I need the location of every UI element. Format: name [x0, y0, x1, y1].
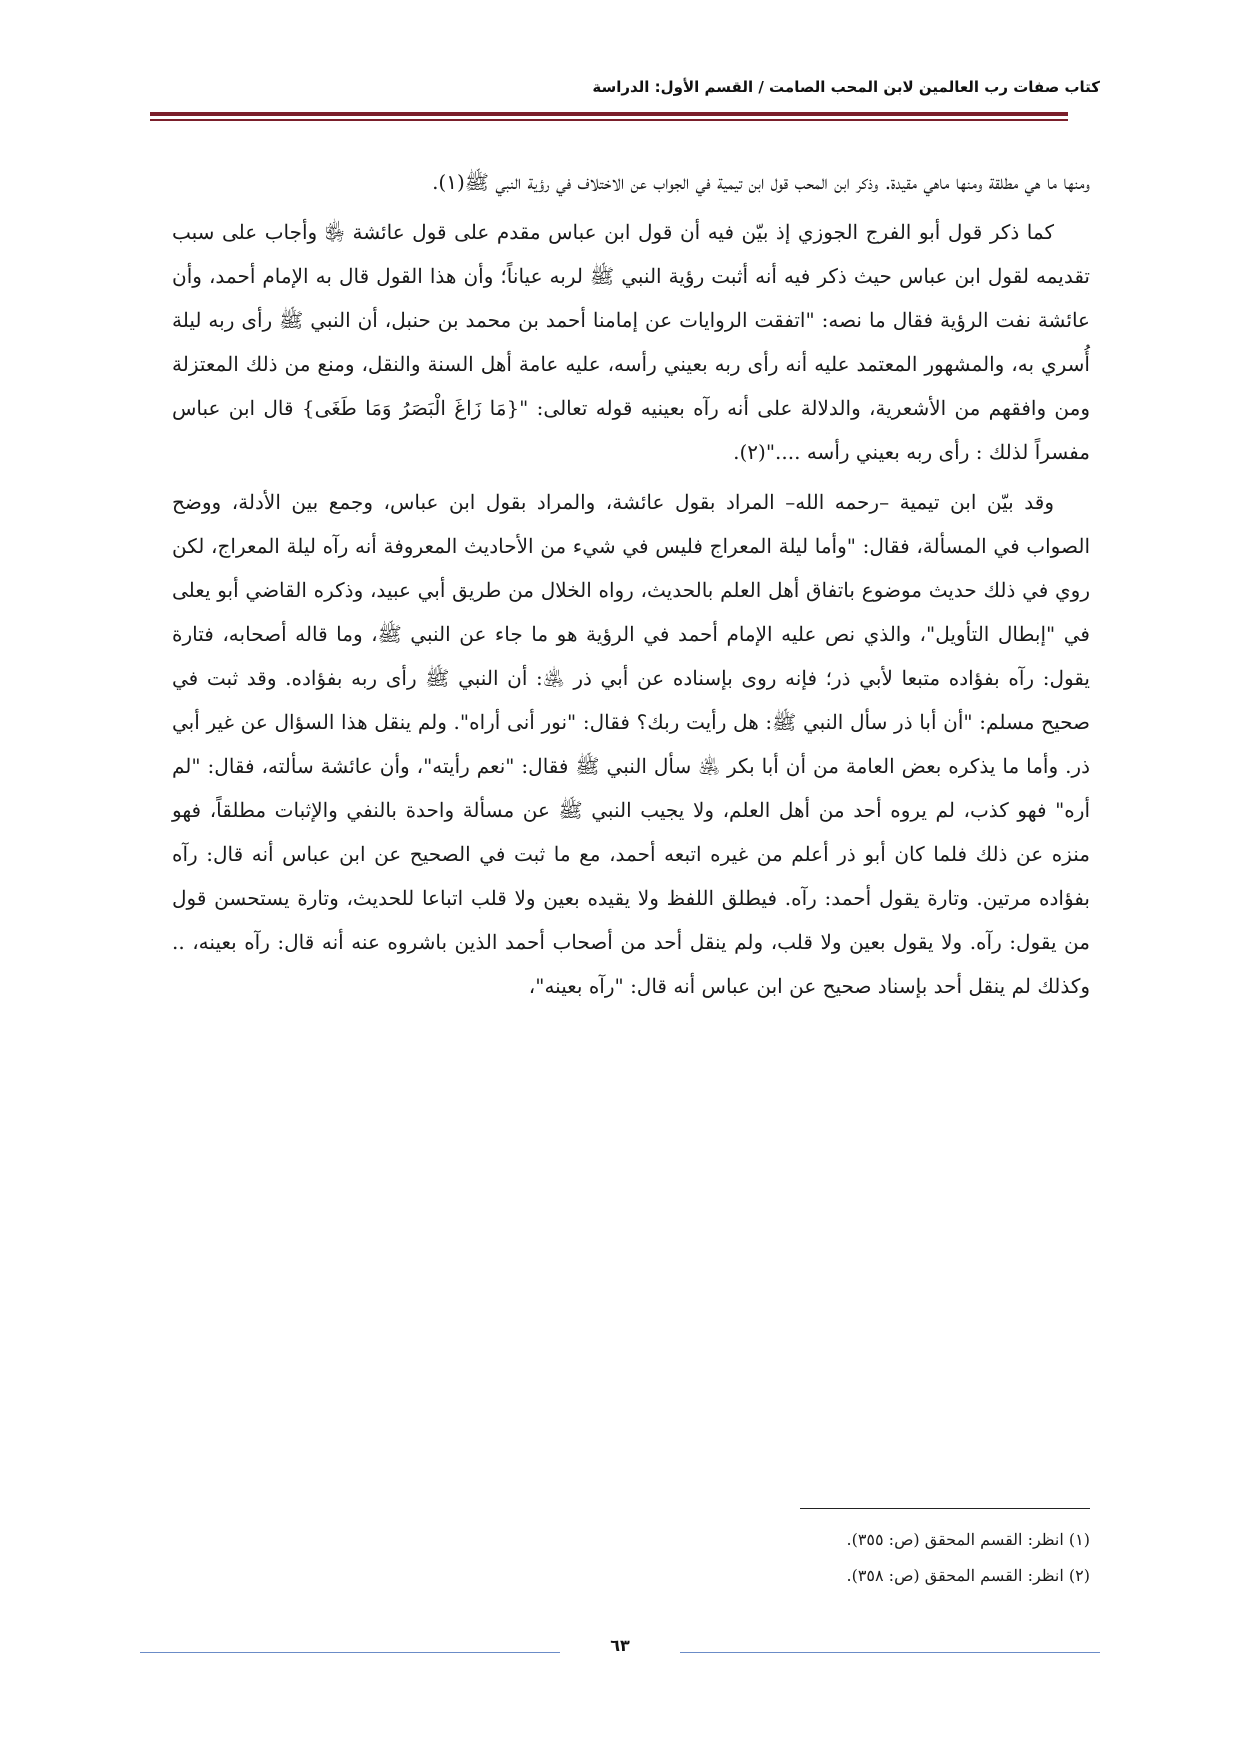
footer-rule-left: [140, 1652, 560, 1653]
body-text: [172, 160, 1090, 1014]
footnote-2: (٢) انظر: القسم المحقق (ص: ٣٥٨).: [846, 1566, 1090, 1585]
header-rule-thick: [150, 112, 1068, 116]
header-rule-thin: [150, 119, 1068, 121]
paragraph-1: ومنها ما هي مطلقة ومنها ماهي مقيدة. وذكر ابن المحب قول ابن تيمية في الجواب عن الاختلاف في رؤية النبي ﷺ(١).: [432, 170, 1090, 194]
paragraph-2: كما ذكر قول أبو الفرج الجوزي إذ بيّن فيه أن قول ابن عباس مقدم على قول عائشة ﵂ وأجاب على سبب تقديمه لقول ابن عباس حيث ذكر فيه أنه أثبت رؤية النبي ﷺ لربه عياناً؛ وأن هذا القول قال به الإمام أحمد، وأن عائشة نفت الرؤية فقال ما نصه: "اتفقت الروايات عن إمامنا أحمد بن محمد بن حنبل، أن النبي ﷺ رأى ربه ليلة أُسري به، والمشهور المعتمد عليه أنه رأى ربه بعيني رأسه، عليه عامة أهل السنة والنقل، ومنع من ذلك المعتزلة ومن وافقهم من الأشعرية، والدلالة على أنه رآه بعينيه قوله تعالى: "{مَا زَاغَ الْبَصَرُ وَمَا طَغَى} قال ابن عباس مفسراً لذلك : رأى ربه بعيني رأسه ...."(٢).: [172, 220, 1090, 464]
paragraph-3: وقد بيّن ابن تيمية –رحمه الله– المراد بقول عائشة، والمراد بقول ابن عباس، وجمع بين الأدلة، ووضح الصواب في المسألة، فقال: "وأما ليلة المعراج فليس في شيء من الأحاديث المعروفة أنه رآه ليلة المعراج، لكن روي في ذلك حديث موضوع باتفاق أهل العلم بالحديث، رواه الخلال من طريق أبي عبيد، وذكره القاضي أبو يعلى في "إبطال التأويل"، والذي نص عليه الإمام أحمد في الرؤية هو ما جاء عن النبي ﷺ، وما قاله أصحابه، فتارة يقول: رآه بفؤاده متبعا لأبي ذر؛ فإنه روى بإسناده عن أبي ذر ﵁: أن النبي ﷺ رأى ربه بفؤاده. وقد ثبت في صحيح مسلم: "أن أبا ذر سأل النبي ﷺ: هل رأيت ربك؟ فقال: "نور أنى أراه". ولم ينقل هذا السؤال عن غير أبي ذر. وأما ما يذكره بعض العامة من أن أبا بكر ﵁ سأل النبي ﷺ فقال: "نعم رأيته"، وأن عائشة سألته، فقال: "لم أره" فهو كذب، لم يروه أحد من أهل العلم، ولا يجيب النبي ﷺ عن مسألة واحدة بالنفي والإثبات مطلقاً، فهو منزه عن ذلك فلما كان أبو ذر أعلم من غيره اتبعه أحمد، مع ما ثبت في الصحيح عن ابن عباس أنه قال: رآه بفؤاده مرتين. وتارة يقول أحمد: رآه. فيطلق اللفظ ولا يقيده بعين ولا قلب اتباعا للحديث، وتارة يستحسن قول من يقول: رآه. ولا يقول بعين ولا قلب، ولم ينقل أحد من أصحاب أحمد الذين باشروه عنه أنه قال: رآه بعينه، .. وكذلك لم ينقل أحد بإسناد صحيح عن ابن عباس أنه قال: "رآه بعينه"،: [172, 490, 1091, 998]
footer-rule-right: [680, 1652, 1100, 1653]
footnote-1: (١) انظر: القسم المحقق (ص: ٣٥٥).: [846, 1530, 1090, 1549]
footnote-separator: [800, 1508, 1090, 1509]
footnotes: [390, 1522, 1090, 1594]
page-number: ٦٣: [610, 1636, 630, 1655]
running-header: كتاب صفات رب العالمين لابن المحب الصامت / القسم الأول: الدراسة: [592, 78, 1100, 96]
